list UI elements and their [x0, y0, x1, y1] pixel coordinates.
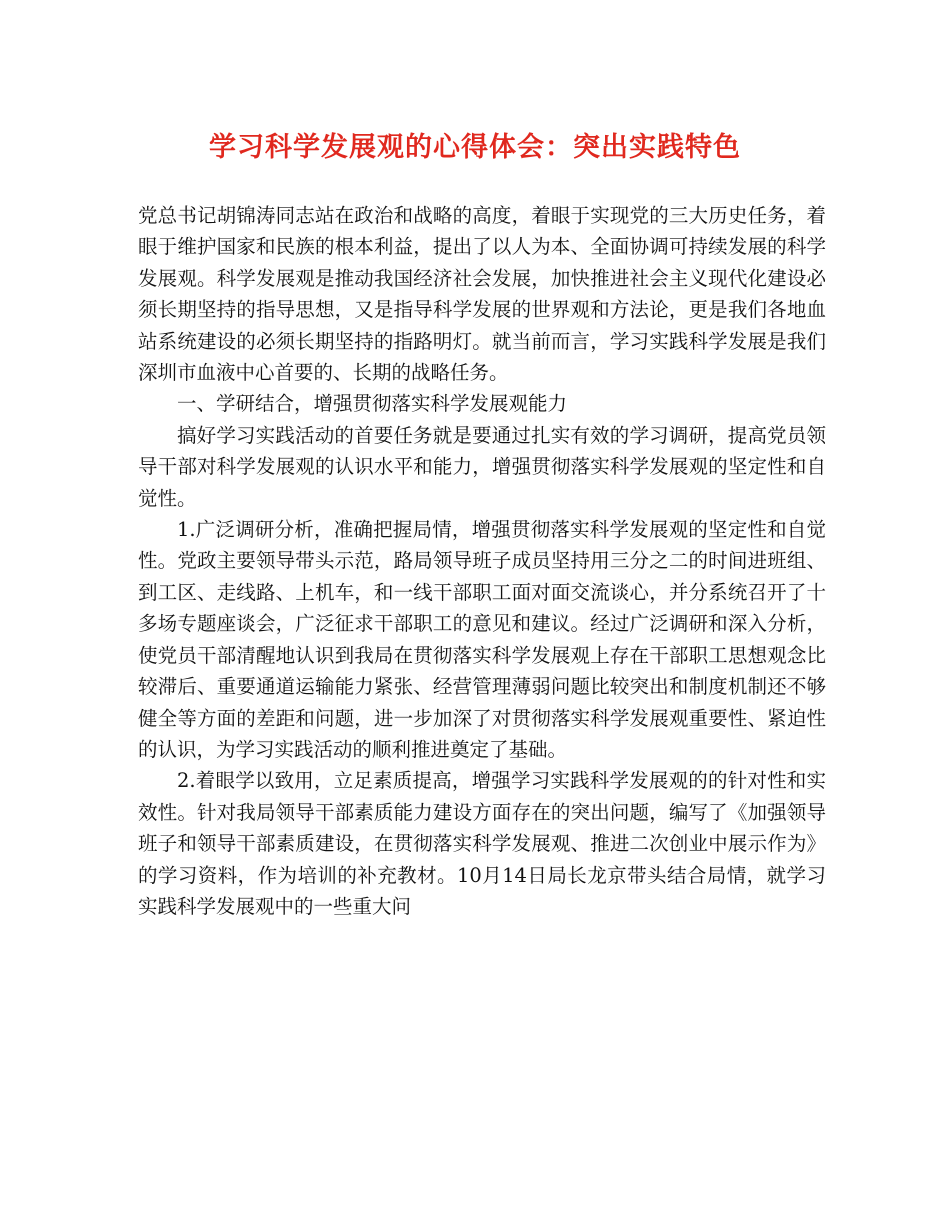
- paragraph: 搞好学习实践活动的首要任务就是要通过扎实有效的学习调研，提高党员领导干部对科学发展观的认识水平和能力，增强贯彻落实科学发展观的坚定性和自觉性。: [138, 423, 826, 510]
- paragraph: 党总书记胡锦涛同志站在政治和战略的高度，着眼于实现党的三大历史任务，着眼于维护国家和民族的根本利益，提出了以人为本、全面协调可持续发展的科学发展观。科学发展观是推动我国经济社会发展，加快推进社会主义现代化建设必须长期坚持的指导思想，又是指导科学发展的世界观和方法论，更是我们各地血站系统建设的必须长期坚持的指路明灯。就当前而言，学习实践科学发展是我们深圳市血液中心首要的、长期的战略任务。: [138, 204, 826, 385]
- paragraph: 1.广泛调研分析，准确把握局情，增强贯彻落实科学发展观的坚定性和自觉性。党政主要领导带头示范，路局领导班子成员坚持用三分之二的时间进班组、到工区、走线路、上机车，和一线干部职工面对面交流谈心，并分系统召开了十多场专题座谈会，广泛征求干部职工的意见和建议。经过广泛调研和深入分析，使党员干部清醒地认识到我局在贯彻落实科学发展观上存在干部职工思想观念比较滞后、重要通道运输能力紧张、经营管理薄弱问题比较突出和制度机制还不够健全等方面的差距和问题，进一步加深了对贯彻落实科学发展观重要性、紧迫性的认识，为学习实践活动的顺利推进奠定了基础。: [138, 518, 826, 761]
- page-title: 学习科学发展观的心得体会：突出实践特色: [209, 132, 741, 163]
- document-body: [138, 200, 826, 922]
- paragraph: 2.着眼学以致用，立足素质提高，增强学习实践科学发展观的的针对性和实效性。针对我局领导干部素质能力建设方面存在的突出问题，编写了《加强领导班子和领导干部素质建设，在贯彻落实科学发展观、推进二次创业中展示作为》的学习资料，作为培训的补充教材。10月14日局长龙京带头结合局情，就学习实践科学发展观中的一些重大问: [138, 769, 826, 918]
- paragraph: 一、学研结合，增强贯彻落实科学发展观能力: [177, 392, 568, 416]
